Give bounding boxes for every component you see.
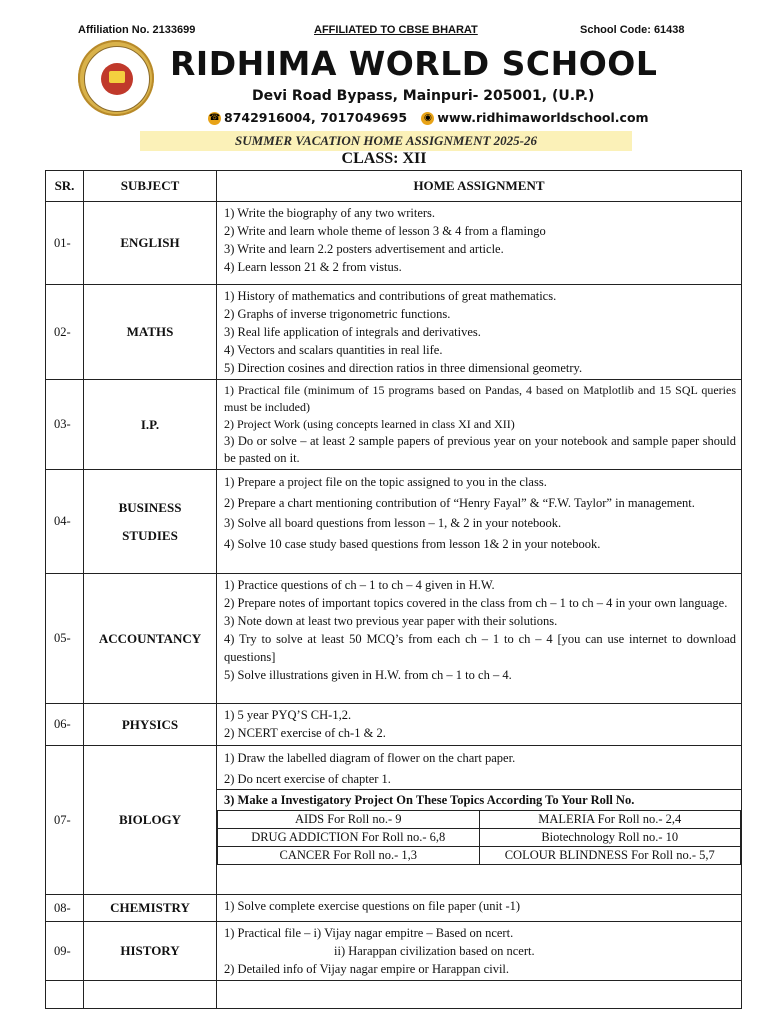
assignment-line: 4) Try to solve at least 50 MCQ’s from each ch – 1 to ch – 4 [you can use internet to download questions]: [224, 632, 736, 664]
assignment-cell: [217, 704, 742, 746]
website: www.ridhimaworldschool.com: [437, 110, 649, 125]
project-row: [218, 811, 741, 829]
assignment-cell: [217, 285, 742, 380]
project-heading: 3) Make a Investigatory Project On These Topics According To Your Roll No.: [217, 789, 741, 809]
assignment-line: 4) Vectors and scalars quantities in real life.: [224, 343, 443, 357]
table-header-row: [46, 171, 742, 202]
contact-line: [208, 110, 649, 125]
subject-name: PHYSICS: [84, 704, 217, 746]
subject-name: ACCOUNTANCY: [84, 574, 217, 704]
assignment-title: SUMMER VACATION HOME ASSIGNMENT 2025-26: [235, 133, 537, 148]
table-row: [46, 746, 742, 895]
assignment-line: 5) Direction cosines and direction ratios in three dimensional geometry.: [224, 361, 583, 375]
header-subject: SUBJECT: [84, 171, 217, 202]
assignment-line: 2) Project Work (using concepts learned in class XI and XII): [224, 417, 515, 431]
project-cell: MALERIA For Roll no.- 2,4: [479, 811, 741, 829]
subject-name: HISTORY: [84, 922, 217, 981]
subject-name: I.P.: [84, 380, 217, 470]
sr-number: 05-: [46, 574, 84, 704]
sr-number: 02-: [46, 285, 84, 380]
assignment-line: 3) Solve all board questions from lesson – 1, & 2 in your notebook.: [224, 516, 562, 530]
assignment-line: 3) Write and learn 2.2 posters advertisement and article.: [224, 242, 504, 256]
header-sr: SR.: [46, 171, 84, 202]
subject-name: BIOLOGY: [84, 746, 217, 895]
assignment-line: 4) Solve 10 case study based questions from lesson 1& 2 in your notebook.: [224, 536, 601, 551]
table-row: [46, 704, 742, 746]
assignment-line: 2) Write and learn whole theme of lesson 3 & 4 from a flamingo: [224, 224, 546, 238]
assignment-line: 1) 5 year PYQ’S CH-1,2.: [224, 708, 352, 722]
assignment-cell: [217, 922, 742, 981]
empty-cell: [84, 981, 217, 1009]
table-row: [46, 922, 742, 981]
sr-number: 08-: [46, 895, 84, 922]
subject-name: CHEMISTRY: [84, 895, 217, 922]
sr-number: 01-: [46, 202, 84, 285]
assignment-line: 3) Real life application of integrals and derivatives.: [224, 325, 481, 339]
project-cell: DRUG ADDICTION For Roll no.- 6,8: [218, 829, 480, 847]
assignment-line: 5) Solve illustrations given in H.W. from ch – 1 to ch – 4.: [224, 668, 512, 682]
project-table: [217, 810, 741, 865]
table-row: [46, 285, 742, 380]
assignment-line: 2) Detailed info of Vijay nagar empire or Harappan civil.: [224, 962, 510, 976]
sr-number: 04-: [46, 470, 84, 574]
table-row: [46, 470, 742, 574]
assignment-line: 1) Solve complete exercise questions on file paper (unit -1): [224, 899, 521, 913]
assignment-line: 3) Note down at least two previous year paper with their solutions.: [224, 614, 558, 628]
sr-number: 07-: [46, 746, 84, 895]
school-logo: [78, 40, 154, 116]
empty-cell: [46, 981, 84, 1009]
assignment-line: 1) Draw the labelled diagram of flower on the chart paper.: [224, 751, 516, 765]
subject-name: ENGLISH: [84, 202, 217, 285]
table-row: [46, 574, 742, 704]
assignment-line: 4) Learn lesson 21 & 2 from vistus.: [224, 260, 402, 274]
phone-icon: ☎: [208, 113, 221, 123]
globe-icon: ◉: [421, 112, 434, 125]
subject-line: STUDIES: [122, 527, 178, 543]
assignment-line: 2) Prepare notes of important topics covered in the class from ch – 1 to ch – 4 in your own language.: [224, 596, 728, 610]
empty-cell: [217, 981, 742, 1009]
project-row: [218, 847, 741, 865]
header-assignment: HOME ASSIGNMENT: [217, 171, 742, 202]
assignment-line: 1) Practical file – i) Vijay nagar empitre – Based on ncert.: [224, 926, 514, 940]
table-row: [46, 202, 742, 285]
assignment-line: ii) Harappan civilization based on ncert.: [334, 944, 535, 958]
project-cell: CANCER For Roll no.- 1,3: [218, 847, 480, 865]
assignment-cell: [217, 746, 742, 895]
affiliation-board: AFFILIATED TO CBSE BHARAT: [314, 24, 478, 36]
assignment-line: 3) Do or solve – at least 2 sample papers of previous year on your notebook and sample paper should be pasted on it.: [224, 434, 736, 465]
assignment-line: 1) Practice questions of ch – 1 to ch – 4 given in H.W.: [224, 578, 495, 592]
affiliation-number: Affiliation No. 2133699: [78, 24, 196, 36]
assignment-cell: [217, 470, 742, 574]
letterhead: [0, 0, 768, 175]
assignment-cell: [217, 895, 742, 922]
project-row: [218, 829, 741, 847]
school-address: Devi Road Bypass, Mainpuri- 205001, (U.P.): [252, 88, 595, 104]
assignment-line: 2) Graphs of inverse trigonometric functions.: [224, 307, 451, 321]
assignment-line: 1) History of mathematics and contributions of great mathematics.: [224, 289, 557, 303]
table-row: [46, 895, 742, 922]
subject-name: [84, 470, 217, 574]
assignment-line: 2) Do ncert exercise of chapter 1.: [224, 771, 391, 786]
assignment-cell: [217, 380, 742, 470]
subject-line: BUSINESS: [118, 499, 182, 515]
assignment-line: 2) Prepare a chart mentioning contribution of “Henry Fayal” & “F.W. Taylor” in management.: [224, 495, 695, 510]
assignment-cell: [217, 202, 742, 285]
sr-number: 09-: [46, 922, 84, 981]
subject-name: MATHS: [84, 285, 217, 380]
class-heading: CLASS: XII: [341, 150, 427, 167]
assignment-line: 1) Prepare a project file on the topic assigned to you in the class.: [224, 475, 547, 489]
phone-numbers: 8742916004, 7017049695: [224, 110, 408, 125]
table-row-empty: [46, 981, 742, 1009]
project-cell: COLOUR BLINDNESS For Roll no.- 5,7: [479, 847, 741, 865]
school-code: School Code: 61438: [580, 24, 685, 36]
assignment-cell: [217, 574, 742, 704]
sr-number: 03-: [46, 380, 84, 470]
project-cell: Biotechnology Roll no.- 10: [479, 829, 741, 847]
school-name: RIDHIMA WORLD SCHOOL: [170, 44, 658, 83]
assignment-line: 2) NCERT exercise of ch-1 & 2.: [224, 726, 386, 740]
assignment-banner: [140, 131, 632, 151]
assignment-line: 1) Write the biography of any two writers.: [224, 206, 436, 220]
assignment-table: [45, 170, 742, 1009]
project-cell: AIDS For Roll no.- 9: [218, 811, 480, 829]
table-row: [46, 380, 742, 470]
assignment-line: 1) Practical file (minimum of 15 programs based on Pandas, 4 based on Matplotlib and 15 SQL queries must be included): [224, 383, 736, 414]
sr-number: 06-: [46, 704, 84, 746]
